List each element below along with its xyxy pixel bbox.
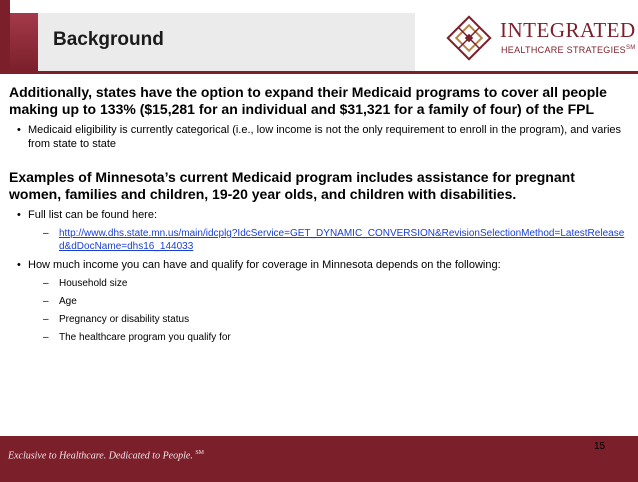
section2-heading: Examples of Minnesota’s current Medicaid program includes assistance for pregnant women, families and children, 19-20 year olds, and children with disabilities. xyxy=(9,169,575,202)
bullet-item: • Full list can be found here: xyxy=(17,209,158,221)
company-logo xyxy=(445,14,636,62)
sub-item: – Age xyxy=(43,296,77,307)
sub-item-link: – http://www.dhs.state.mn.us/main/idcplg?IdcService=GET_DYNAMIC_CONVERSION&RevisionSelectionMethod=LatestReleased&dDocName=dhs16_144033 xyxy=(43,228,625,252)
bullet-dot-icon: • xyxy=(17,124,21,136)
header-divider xyxy=(0,71,638,74)
slide-title: Background xyxy=(53,29,164,50)
page-number: 15 xyxy=(594,441,606,452)
footer-tagline: Exclusive to Healthcare. Dedicated to People. ℠ xyxy=(8,450,205,462)
sub-item: – Pregnancy or disability status xyxy=(43,314,190,325)
logo-wordmark: INTEGRATED xyxy=(500,18,636,42)
bullet-item: • Medicaid eligibility is currently categorical (i.e., low income is not the only requirement to enroll in the program), and varies from state to state xyxy=(17,124,622,150)
slide-content xyxy=(9,84,629,344)
footer-bar xyxy=(0,436,638,482)
logo-subtitle: HEALTHCARE STRATEGIES℠ xyxy=(501,45,636,55)
header-accent-stripe xyxy=(0,0,10,71)
bullet-dot-icon: • xyxy=(17,209,21,221)
dhs-program-link[interactable]: http://www.dhs.state.mn.us/main/idcplg?IdcService=GET_DYNAMIC_CONVERSION&RevisionSelectionMethod=LatestReleased&dDocName=dhs16_144033 xyxy=(59,228,625,252)
sub-item: – Household size xyxy=(43,278,128,289)
bullet-item: • How much income you can have and qualify for coverage in Minnesota depends on the following: xyxy=(17,259,501,271)
bullet-dot-icon: • xyxy=(17,259,21,271)
logo-diamond-icon xyxy=(445,14,493,62)
sub-item: – The healthcare program you qualify for xyxy=(43,332,231,343)
section1-heading: Additionally, states have the option to expand their Medicaid programs to cover all people making up to 133% ($15,281 for an individual and $31,321 for a family of four) of the FPL xyxy=(9,84,607,117)
